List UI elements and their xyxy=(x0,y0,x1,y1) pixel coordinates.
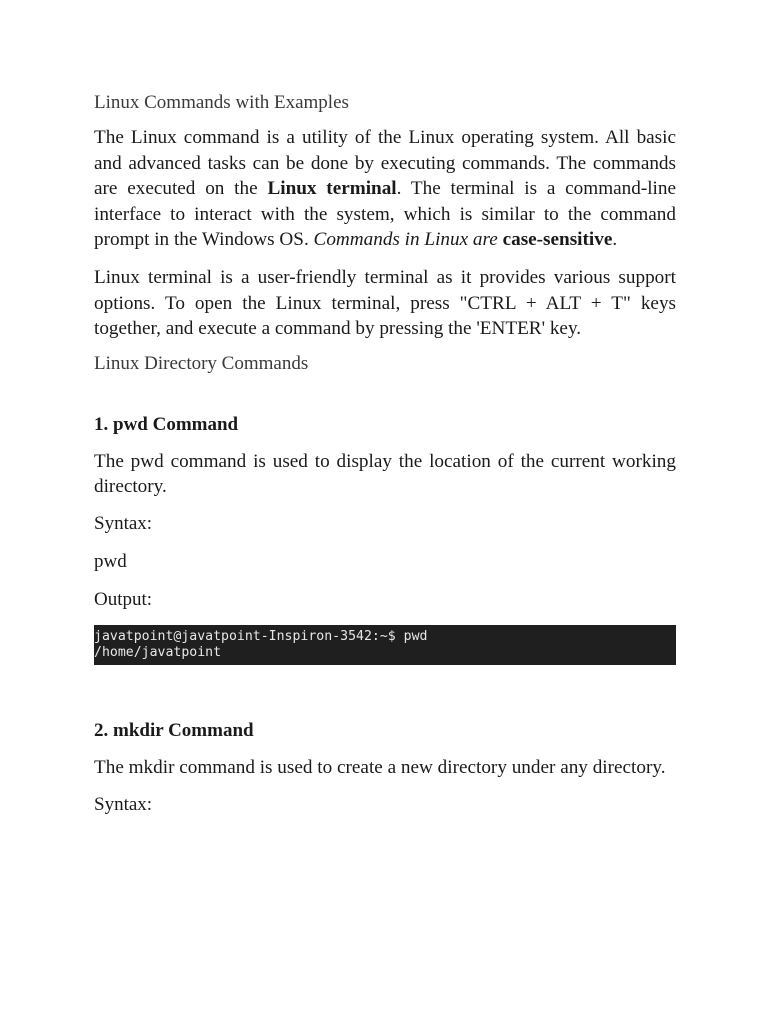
syntax-label-pwd: Syntax: xyxy=(94,512,153,534)
syntax-code-pwd: pwd xyxy=(94,550,127,572)
section-description-pwd: The pwd command is used to display the location of the current working directory. xyxy=(94,450,676,498)
syntax-label-mkdir: Syntax: xyxy=(94,793,153,815)
terminal-line: javatpoint@javatpoint-Inspiron-3542:~$ pwd xyxy=(94,628,428,644)
intro-paragraph-1 xyxy=(94,125,676,253)
intro-p1-end: . xyxy=(612,229,618,251)
section-subheading: Linux Directory Commands xyxy=(94,352,309,374)
intro-paragraph-2: Linux terminal is a user-friendly terminal as it provides various support options. To open the Linux terminal, press "CTRL + ALT + T" keys together, and execute a command by pressing the 'ENTER' key. xyxy=(94,266,676,340)
intro-p1-italic: Commands in Linux are xyxy=(313,229,498,251)
terminal-line: /home/javatpoint xyxy=(94,644,222,660)
document-title: Linux Commands with Examples xyxy=(94,92,349,113)
intro-p1-bold-linux-terminal: Linux terminal xyxy=(267,178,397,200)
terminal-output xyxy=(94,625,676,665)
output-label-pwd: Output: xyxy=(94,588,153,610)
intro-p1-text-2: . The terminal is a command-line interface to interact with the system, which is similar to the command prompt in the Windows OS. xyxy=(94,178,676,251)
section-title-mkdir: 2. mkdir Command xyxy=(94,719,254,741)
intro-p1-bold-case-sensitive: case-sensitive xyxy=(502,229,613,251)
section-description-mkdir: The mkdir command is used to create a new directory under any directory. xyxy=(94,756,666,778)
document-page xyxy=(94,90,676,818)
section-title-pwd: 1. pwd Command xyxy=(94,413,239,435)
intro-p1-text-1: The Linux command is a utility of the Linux operating system. All basic and advanced tasks can be done by executing commands. The commands are executed on the xyxy=(94,127,676,200)
